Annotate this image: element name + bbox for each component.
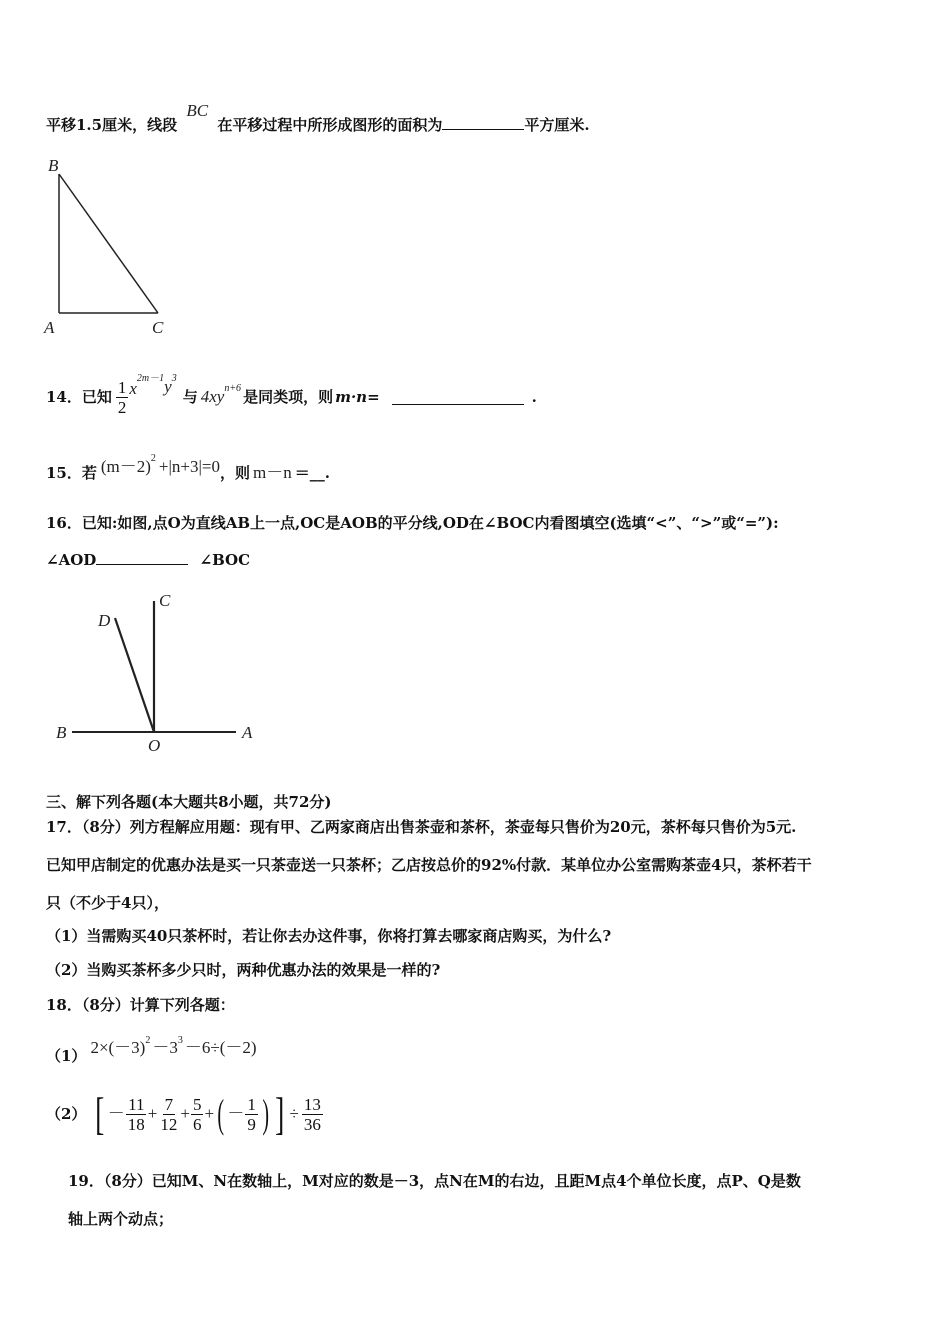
p1-expr-b: －3 xyxy=(152,1038,178,1057)
q14-answer-blank[interactable] xyxy=(392,390,524,405)
q16-line1: 16．已知:如图,点O为直线AB上一点,OC是AOB的平分线,OD在∠BOC内看图填空(选填“<”、“>”或“=”): xyxy=(46,514,779,532)
label-b: B xyxy=(48,156,59,175)
q17-sub2: （2）当购买茶杯多少只时，两种优惠办法的效果是一样的? xyxy=(46,961,441,979)
label-a: A xyxy=(44,318,55,337)
section-title: 三、解下列各题(本大题共8小题，共72分) xyxy=(46,793,332,811)
q18-title: 18．（8分）计算下列各题： xyxy=(46,996,235,1014)
label-d: D xyxy=(98,611,111,630)
right-paren: ) xyxy=(262,1091,269,1136)
q14: 14．已知 $\frac{1}{2}$ x 2m－1 y 3 与 4xy n+6 是同类项，则 m·n= . xyxy=(46,372,537,422)
fraction-13-36: $\frac{13}{36}$ xyxy=(303,1094,321,1134)
q15-expr2: +|n+3|=0 xyxy=(158,457,220,476)
label-o: O xyxy=(148,736,161,755)
p1-exp1: 2 xyxy=(145,1035,151,1046)
fraction-5-6: $\frac{5}{6}$ xyxy=(192,1094,202,1134)
label-c: C xyxy=(159,591,171,610)
label-a: A xyxy=(242,723,253,742)
label-b: B xyxy=(56,723,67,742)
q19-line2: 轴上两个动点； xyxy=(68,1210,174,1228)
q14-fraction: $\frac{1}{2}$ xyxy=(117,377,127,417)
q14-exp1: 2m－1 xyxy=(136,373,165,384)
q16-answer-blank[interactable] xyxy=(96,550,188,565)
q18-part2: （2） [ － $\frac{11}{18}$ + $\frac{7}{12}$ + $\frac{5}{6}$ + ( － $\frac{1}{9}$ ) ] ÷ $\frac{13}{36}$ xyxy=(46,1088,321,1139)
q17-line1: 17．（8分）列方程解应用题：现有甲、乙两家商店出售茶壶和茶杯，茶壶每只售价为20元，茶杯每只售价为5元. xyxy=(46,818,797,836)
right-bracket: ] xyxy=(275,1088,285,1139)
q14-exp2: 3 xyxy=(171,373,177,384)
segment-bc xyxy=(59,174,158,313)
fraction-7-12: $\frac{7}{12}$ xyxy=(160,1094,178,1134)
q14-exp3: n+6 xyxy=(224,383,242,394)
q15-expr3: m－n xyxy=(253,463,292,482)
segment-bc: BC xyxy=(186,101,209,120)
left-bracket: [ xyxy=(95,1088,105,1139)
q14-term2: 4xy xyxy=(200,387,225,406)
q16-line2: ∠AOD ∠BOC xyxy=(46,551,251,569)
fraction-1-9: $\frac{1}{9}$ xyxy=(247,1094,256,1134)
q17-line3: 只（不少于4只）， xyxy=(46,894,169,912)
fraction-11-18: $\frac{11}{18}$ xyxy=(127,1094,145,1134)
q14-y: y xyxy=(164,377,172,396)
q14-x: x xyxy=(129,379,137,398)
label-c: C xyxy=(152,318,164,337)
p1-exp2: 3 xyxy=(177,1035,183,1046)
p1-expr-a: 2×(－3) xyxy=(90,1038,146,1057)
triangle-figure xyxy=(40,150,180,340)
q15-exp: 2 xyxy=(150,453,156,464)
q13-text: 平移1.5厘米，线段 BC 在平移过程中所形成图形的面积为 平方厘米. xyxy=(46,101,590,134)
q13-answer-blank[interactable] xyxy=(442,115,524,130)
q19-line1: 19．（8分）已知M、N在数轴上，M对应的数是－3，点N在M的右边，且距M点4个单位长度，点P、Q是数 xyxy=(68,1172,801,1190)
q15: 15．若 (m－2) 2 +|n+3|=0 ，则 m－n ＝__. xyxy=(46,458,330,488)
left-paren: ( xyxy=(217,1091,225,1136)
ray-od xyxy=(115,618,154,732)
q15-expr1: (m－2) xyxy=(100,457,151,476)
angle-figure xyxy=(48,588,268,758)
q18-part1: （1） 2×(－3) 2 －3 3 －6÷(－2) xyxy=(46,1030,257,1066)
q17-sub1: （1）当需购买40只茶杯时，若让你去办这件事，你将打算去哪家商店购买，为什么? xyxy=(46,927,612,945)
q17-line2: 已知甲店制定的优惠办法是买一只茶壶送一只茶杯；乙店按总价的92%付款．某单位办公室需购茶壶4只，茶杯若干 xyxy=(46,856,812,874)
p1-expr-c: －6÷(－2) xyxy=(184,1038,257,1057)
